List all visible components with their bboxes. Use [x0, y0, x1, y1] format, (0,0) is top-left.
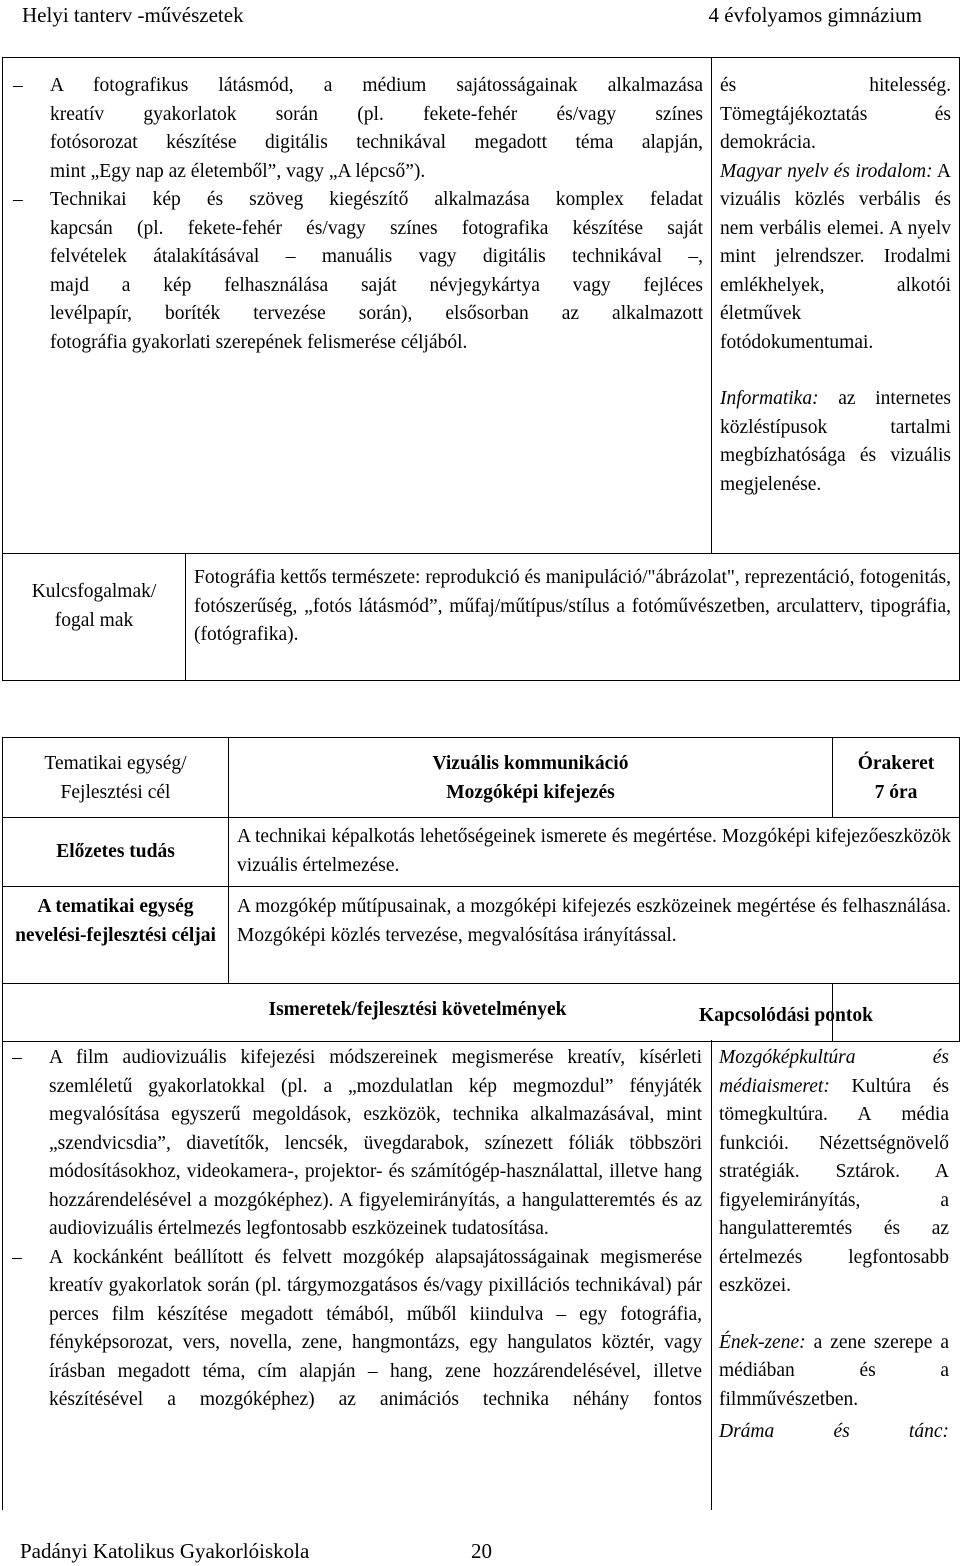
goals-label: A tematikai egység nevelési-fejlesztési céljai: [3, 887, 229, 984]
key-concepts-label: Kulcsfogalmak/ fogal mak: [3, 554, 186, 681]
top-requirements-cell: [3, 58, 712, 554]
unit-title-2: Mozgóképi kifejezés: [446, 781, 615, 803]
links-header-text: Kapcsolódási pontok: [699, 1005, 873, 1026]
link1-label: Mozgóképkultúra és médiaismeret:: [719, 1047, 949, 1097]
unit-label: Tematikai egység/ Fejlesztési cél: [3, 738, 229, 818]
top-table: [2, 57, 960, 681]
top-bullet-1-line: fotósorozat készítése digitális technikával megadott téma alapján,: [50, 132, 704, 153]
prior-text: A technikai képalkotás lehetőségeinek ismerete és megértése. Mozgóképi kifejezőeszközök vizuális értelmezése.: [229, 818, 960, 887]
req-header: Ismeretek/fejlesztési követelmények: [3, 984, 833, 1042]
top-bullet-2-line: felvételek átalakításával – manuális vagy digitális technikával –,: [50, 246, 704, 267]
magyar-text: A vizuális közlés verbális és nem verbális elemei. A nyelv mint jelrendszer. Irodalmi emlékhelyek, alkotói életművek fotódokumentumai.: [720, 160, 952, 353]
unit-title: [229, 738, 833, 818]
top-bullet-2-line: kapcsán (pl. fekete-fehér és/vagy színes fotografika készítése saját: [50, 217, 704, 239]
top-bullet-1-line: – A fotografikus látásmód, a médium sajátosságainak alkalmazása: [50, 75, 704, 96]
top-bullet-2-line: levélpapír, boríték tervezése során), elsősorban az alkalmazott: [50, 303, 704, 324]
top-bullet-2: [3, 186, 703, 215]
info-label: Informatika:: [720, 388, 819, 409]
links-body: [719, 1044, 949, 1447]
hours-value: 7 óra: [874, 781, 918, 803]
header-right: 4 évfolyamos gimnázium: [708, 3, 922, 27]
link2-label: Ének-zene:: [719, 1331, 806, 1353]
top-links-cell: [712, 58, 960, 554]
link2-text: a zene szerepe a médiában és a filmművészetben.: [719, 1331, 950, 1410]
links-intro: és hitelesség. Tömegtájékoztatás és demokrácia.: [720, 75, 952, 153]
links-magyar: [720, 158, 951, 358]
req-body: [2, 1044, 702, 1415]
top-bullet-1: [3, 72, 703, 101]
hours-label: Órakeret: [857, 753, 935, 774]
magyar-label: Magyar nyelv és irodalom:: [720, 160, 933, 182]
page-number: 20: [471, 1539, 492, 1563]
link-enek: [719, 1329, 949, 1415]
link3-label: Dráma és tánc:: [719, 1421, 949, 1442]
key-concepts-text: Fotográfia kettős természete: reprodukció és manipuláció/"ábrázolat", reprezentáció, fotogenitás, fotószerűség, „fotós látásmód”, műfaj/műtípus/stílus a fotóművészetben, arculatterv, tipográfia, (fotógrafika).: [186, 554, 960, 681]
link-mozgokep: [719, 1044, 949, 1301]
hours-cell: [833, 738, 960, 818]
prior-label: Előzetes tudás: [3, 818, 229, 887]
req-bullet-1: – A film audiovizuális kifejezési módszereinek megismerése kreatív, kísérleti szemléletű gyakorlatokkal (pl. a „mozdulatlan kép megmozdul” fényjáték megvalósítása egyszerű megoldások, eszközök, technika alkalmazásával, mint „szendvicsdia”, diavetítők, lencsék, üvegdarabok, színezett fóliák többszöri módosításokhoz, videokamera-, projektor- és számítógép-használattal, illetve hang hozzárendelésével a mozgóképhez). A figyelemirányítás, a hangulatteremtés és az audiovizuális értelmezés legfontosabb eszközeinek tudatosítása.: [2, 1044, 702, 1244]
unit-table: [2, 737, 960, 1042]
footer-school: Padányi Katolikus Gyakorlóiskola: [20, 1539, 310, 1563]
unit-title-1: Vizuális kommunikáció: [432, 753, 629, 774]
links-header: [699, 984, 960, 1042]
top-bullet-1-line: kreatív gyakorlatok során (pl. fekete-fehér és/vagy színes: [50, 103, 704, 125]
link1-text: Kultúra és tömegkultúra. A média funkciói. Nézettségnövelő stratégiák. Sztárok. A figyelemirányítás, a hangulatteremtés és az értelmezés legfontosabb eszközei.: [719, 1075, 949, 1296]
req-bullet-2: – A kockánként beállított és felvett mozgókép alapsajátosságainak megismerése kreatív gyakorlatok során (pl. tárgymozgatásos és/vagy pixillációs technikával) pár perces film készítése megadott témából, műből kiindulva – egy fotográfia, fényképsorozat, vers, novella, zene, hangmontázs, egy hangulatos köztér, vagy írásban megadott téma, cím alapján – hang, zene hozzárendelésével, illetve készítésével a mozgóképhez) az animációs technika néhány fontos: [2, 1244, 702, 1415]
top-bullet-2-line: – Technikai kép és szöveg kiegészítő alkalmazása komplex feladat: [50, 189, 704, 210]
links-info: [720, 385, 951, 499]
info-text: az internetes közléstípusok tartalmi megbízhatósága és vizuális megjelenése.: [720, 388, 952, 495]
req-body-divider: [711, 1040, 712, 1510]
header-left: Helyi tanterv -művészetek: [22, 3, 244, 27]
top-bullet-1-line: mint „Egy nap az életemből”, vagy „A lépcső”).: [50, 160, 426, 182]
goals-text: A mozgókép műtípusainak, a mozgóképi kifejezés eszközeinek megértése és felhasználása. Mozgóképi közlés tervezése, megvalósítása irányítással.: [229, 887, 960, 984]
top-bullet-2-line: majd a kép felhasználása saját névjegykártya vagy fejléces: [50, 274, 704, 296]
top-bullet-2-line: fotográfia gyakorlati szerepének felismerése céljából.: [50, 331, 468, 353]
